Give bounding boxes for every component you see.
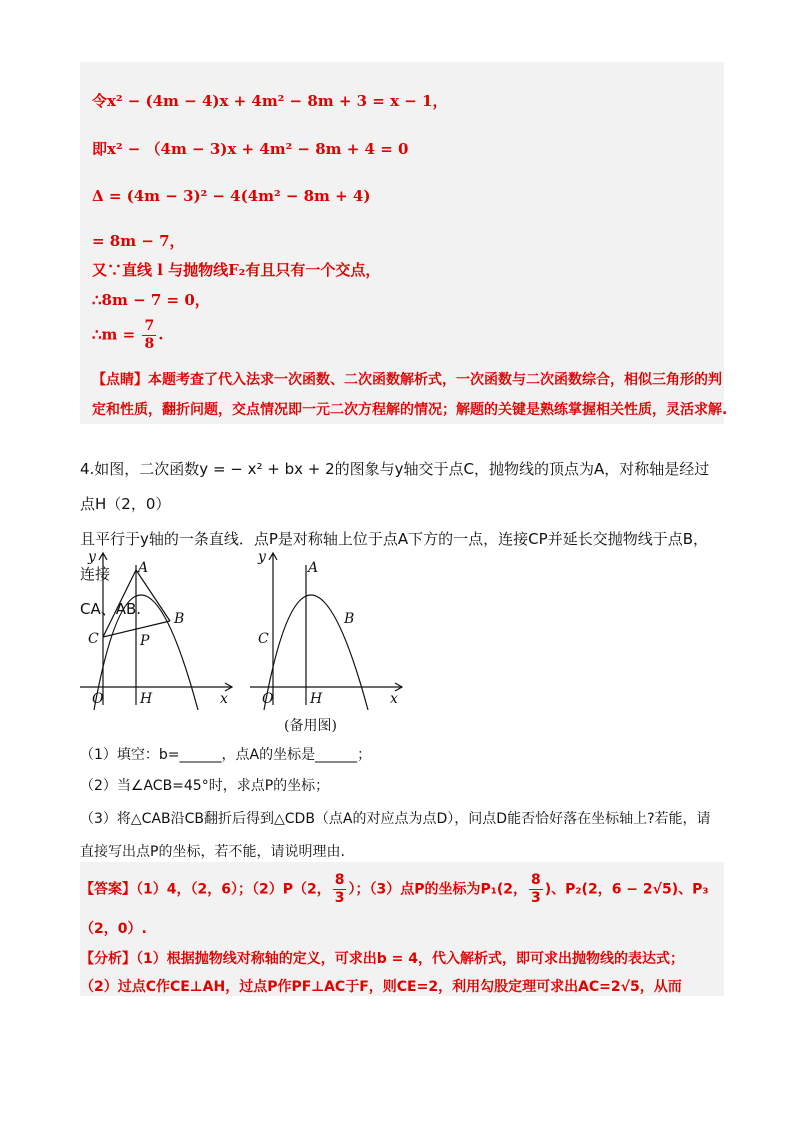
answer-fraction-2-den: 3 (531, 890, 541, 906)
solution-m-prefix: ∴m = (92, 325, 136, 344)
solution-line-4: = 8m − 7， (92, 232, 185, 250)
fig2-label-A: A (308, 560, 319, 576)
fig2-label-O: O (262, 691, 274, 707)
comment-line-1: 【点睛】本题考查了代入法求一次函数、二次函数解析式，一次函数与二次函数综合，相似三角形的判 (92, 372, 722, 388)
fig2-label-x: x (390, 691, 398, 707)
solution-line-6: ∴8m − 7 = 0， (92, 291, 210, 309)
question-3-line-2: 直接写出点P的坐标，若不能，请说明理由. (80, 844, 345, 860)
answer-fraction-2-num: 8 (531, 872, 541, 888)
answer-fraction-1-den: 3 (334, 890, 345, 906)
analysis-line-1: 【分析】（1）根据抛物线对称轴的定义，可求出b = 4，代入解析式，即可求出抛物线的表达式； (80, 951, 684, 967)
answer-part-2: ）；（3）点P的坐标为P₁(2， (348, 881, 528, 898)
answer-part-1: 【答案】（1）4，（2，6）；（2）P（2， (80, 881, 331, 898)
answer-fraction-1-num: 8 (334, 872, 345, 888)
fig1-label-C: C (88, 631, 99, 647)
answer-line-2: （2，0）. (80, 921, 147, 937)
problem-line-2: 且平行于y轴的一条直线．点P是对称轴上位于点A下方的一点，连接CP并延长交抛物线于点B，连接 (80, 530, 708, 583)
fig1-label-x: x (220, 691, 228, 707)
fig1-label-A: A (138, 560, 149, 576)
answer-line-1 (80, 872, 709, 907)
figure-main (70, 545, 240, 710)
answer-fraction-1 (333, 872, 347, 907)
fig1-label-y: y (88, 549, 96, 565)
question-2: （2）当∠ACB=45°时，求点P的坐标； (80, 778, 330, 794)
fraction-numerator: 7 (144, 318, 155, 334)
answer-fraction-2 (529, 872, 543, 907)
question-1: （1）填空：b=______，点A的坐标是______； (80, 747, 372, 763)
fig1-label-H: H (140, 691, 153, 707)
fig1-label-O: O (92, 691, 104, 707)
fig2-label-C: C (258, 631, 269, 647)
fig1-label-B: B (174, 611, 185, 627)
fraction-denominator: 8 (144, 336, 155, 352)
solution-line-3: Δ = (4m − 3)² − 4(4m² − 8m + 4) (92, 187, 371, 205)
figure-caption: (备用图) (284, 718, 337, 734)
problem-line-1: 4.如图，二次函数y = − x² + bx + 2的图象与y轴交于点C，抛物线的顶点为A，对称轴是经过点H（2，0） (80, 460, 710, 513)
analysis-line-2: （2）过点C作CE⊥AH，过点P作PF⊥AC于F，则CE=2，利用勾股定理可求出AC=2√5，从而 (80, 979, 682, 995)
solution-m-fraction (142, 318, 156, 353)
problem-line-3: CA、AB. (80, 600, 142, 618)
solution-line-7 (92, 318, 163, 353)
question-3-line-1: （3）将△CAB沿CB翻折后得到△CDB（点A的对应点为点D），问点D能否恰好落在坐标轴上?若能，请 (80, 811, 711, 827)
questions (80, 740, 720, 868)
answer-part-3: )、P₂(2，6 − 2√5)、P₃ (544, 881, 709, 898)
solution-m-suffix: . (158, 325, 164, 344)
solution-line-2: 即x² − （4m − 3)x + 4m² − 8m + 4 = 0 (92, 140, 409, 158)
fig2-label-y: y (258, 549, 266, 565)
fig2-label-H: H (310, 691, 323, 707)
solution-line-1: 令x² − (4m − 4)x + 4m² − 8m + 3 = x − 1， (92, 92, 448, 110)
comment-line-2: 定和性质，翻折问题，交点情况即一元二次方程解的情况；解题的关键是熟练掌握相关性质，灵活求解. (92, 402, 728, 418)
fig2-label-B: B (344, 611, 355, 627)
figure-backup (240, 545, 410, 710)
fig1-label-P: P (140, 633, 150, 649)
solution-line-5: 又∵直线 l 与抛物线F₂有且只有一个交点， (92, 261, 381, 279)
